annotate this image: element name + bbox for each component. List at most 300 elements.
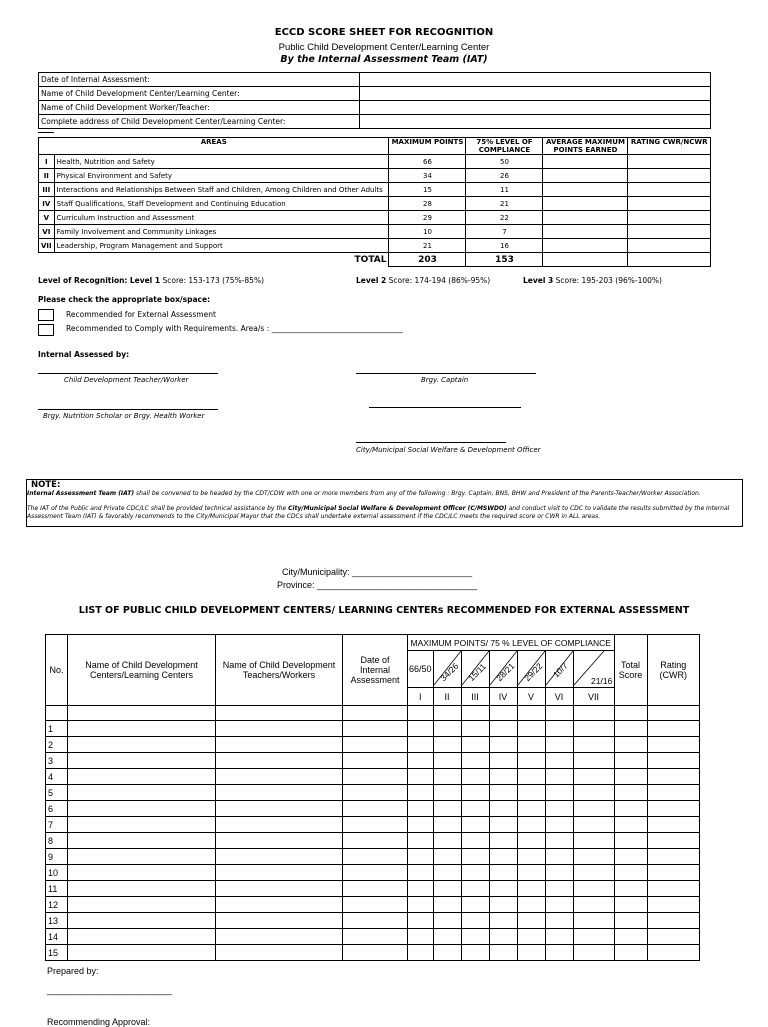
list-cell-field[interactable]: [408, 929, 434, 945]
list-cell-field[interactable]: [573, 865, 614, 881]
list-cell-field[interactable]: [343, 865, 408, 881]
list-cell-field[interactable]: [433, 929, 461, 945]
row-number: 12: [46, 897, 68, 913]
list-cell-field[interactable]: [647, 833, 699, 849]
table-row: [46, 865, 700, 881]
list-cell-field[interactable]: [433, 801, 461, 817]
info-row: [39, 101, 711, 115]
list-cell-field[interactable]: [461, 801, 489, 817]
info-label: Name of Child Development Center/Learning Center:: [39, 87, 360, 101]
nutrition-signature-line[interactable]: [38, 409, 218, 410]
list-cell-field[interactable]: [614, 929, 647, 945]
list-cell-field[interactable]: [68, 769, 216, 785]
list-cell-field[interactable]: [216, 801, 343, 817]
list-cell-field[interactable]: [614, 801, 647, 817]
col-total: Total Score: [614, 635, 647, 706]
list-cell-field[interactable]: [545, 801, 573, 817]
table-row: [46, 753, 700, 769]
col-center-name: Name of Child Development Centers/Learning Centers: [68, 635, 216, 706]
list-cell-field[interactable]: [647, 737, 699, 753]
info-value-field[interactable]: [360, 101, 711, 115]
list-cell-field[interactable]: [573, 737, 614, 753]
list-cell-field[interactable]: [614, 833, 647, 849]
list-cell-field[interactable]: [433, 721, 461, 737]
list-cell-field[interactable]: [489, 801, 517, 817]
area-row: [39, 239, 711, 253]
list-cell-field[interactable]: [433, 737, 461, 753]
info-value-field[interactable]: [360, 115, 711, 129]
blank-cell: [647, 706, 699, 721]
list-cell-field[interactable]: [517, 801, 545, 817]
list-cell-field[interactable]: [573, 817, 614, 833]
list-cell-field[interactable]: [573, 721, 614, 737]
list-cell-field[interactable]: [489, 753, 517, 769]
table-row: [46, 897, 700, 913]
page-title: ECCD SCORE SHEET FOR RECOGNITION: [274, 27, 494, 38]
list-cell-field[interactable]: [545, 753, 573, 769]
area-max: 15: [389, 183, 466, 197]
total-max: 203: [389, 253, 466, 267]
list-cell-field[interactable]: [461, 833, 489, 849]
level1-score: Score: 153-173 (75%-85%): [162, 276, 265, 285]
list-cell-field[interactable]: [489, 929, 517, 945]
list-cell-field[interactable]: [68, 737, 216, 753]
list-cell-field[interactable]: [68, 865, 216, 881]
list-cell-field[interactable]: [573, 881, 614, 897]
diag-svg: [462, 651, 489, 685]
comply-requirements-checkbox[interactable]: [38, 324, 54, 336]
list-cell-field[interactable]: [489, 865, 517, 881]
level2-label: Level 2: [356, 276, 387, 285]
note-iat-bold: Internal Assessment Team (IAT): [27, 490, 135, 497]
list-cell-field[interactable]: [68, 817, 216, 833]
table-row: [46, 817, 700, 833]
list-cell-field[interactable]: [573, 929, 614, 945]
captain-signature-line[interactable]: [356, 373, 536, 374]
list-cell-field[interactable]: [517, 737, 545, 753]
list-cell-field[interactable]: [647, 849, 699, 865]
city-field[interactable]: City/Municipality: ________________________: [282, 567, 473, 577]
list-cell-field[interactable]: [573, 833, 614, 849]
areas-table: [38, 137, 711, 267]
list-cell-field[interactable]: [545, 737, 573, 753]
list-cell-field[interactable]: [433, 945, 461, 961]
list-cell-field[interactable]: [461, 881, 489, 897]
area-rating-field[interactable]: [628, 239, 711, 253]
note-line-2: [27, 505, 742, 520]
area-average-field[interactable]: [543, 211, 628, 225]
table-row: [46, 801, 700, 817]
blank-cell: [461, 706, 489, 721]
area-average-field[interactable]: [543, 239, 628, 253]
list-cell-field[interactable]: [614, 817, 647, 833]
prepared-by-line[interactable]: _________________________: [47, 985, 173, 995]
area-row: [39, 197, 711, 211]
list-cell-field[interactable]: [461, 865, 489, 881]
row-number: 7: [46, 817, 68, 833]
info-value-field[interactable]: [360, 87, 711, 101]
table-row: [46, 849, 700, 865]
list-cell-field[interactable]: [343, 849, 408, 865]
list-cell-field[interactable]: [216, 897, 343, 913]
list-cell-field[interactable]: [614, 785, 647, 801]
area-rating-field[interactable]: [628, 197, 711, 211]
row-number: 4: [46, 769, 68, 785]
list-cell-field[interactable]: [647, 817, 699, 833]
area-level: 50: [466, 155, 543, 169]
list-cell-field[interactable]: [647, 769, 699, 785]
list-cell-field[interactable]: [68, 721, 216, 737]
list-cell-field[interactable]: [573, 945, 614, 961]
list-cell-field[interactable]: [433, 865, 461, 881]
list-cell-field[interactable]: [343, 769, 408, 785]
province-field[interactable]: Province: ________________________________: [277, 580, 478, 590]
list-cell-field[interactable]: [489, 737, 517, 753]
list-cell-field[interactable]: [343, 785, 408, 801]
list-cell-field[interactable]: [489, 785, 517, 801]
blank-cell: [517, 706, 545, 721]
list-cell-field[interactable]: [461, 929, 489, 945]
note-line-1-text: shall be convened to be headed by the CDT/CDW with one or more members from any of the following : Brgy. Captain, BNS, BHW and President of the Parents-Teacher/Worker Association.: [134, 490, 701, 497]
list-cell-field[interactable]: [408, 849, 434, 865]
list-cell-field[interactable]: [343, 881, 408, 897]
blank-cell: [489, 706, 517, 721]
area-max: 66: [389, 155, 466, 169]
list-cell-field[interactable]: [433, 769, 461, 785]
list-cell-field[interactable]: [343, 929, 408, 945]
list-cell-field[interactable]: [461, 945, 489, 961]
list-cell-field[interactable]: [216, 865, 343, 881]
list-cell-field[interactable]: [614, 753, 647, 769]
total-rating-field[interactable]: [628, 253, 711, 267]
diag-area-6: [545, 651, 573, 688]
list-cell-field[interactable]: [614, 913, 647, 929]
list-cell-field[interactable]: [461, 897, 489, 913]
list-cell-field[interactable]: [517, 721, 545, 737]
area-rating-field[interactable]: [628, 183, 711, 197]
col-max-points: MAXIMUM POINTS: [389, 138, 466, 155]
list-cell-field[interactable]: [517, 881, 545, 897]
divider: [38, 132, 54, 133]
list-cell-field[interactable]: [216, 817, 343, 833]
list-cell-field[interactable]: [343, 945, 408, 961]
diag-svg: [490, 651, 517, 685]
table-row: [46, 737, 700, 753]
list-cell-field[interactable]: [461, 769, 489, 785]
list-cell-field[interactable]: [408, 945, 434, 961]
list-cell-field[interactable]: [517, 945, 545, 961]
diag-label: 15/11: [465, 661, 488, 684]
row-number: 13: [46, 913, 68, 929]
teacher-signature-line[interactable]: [38, 373, 218, 374]
list-cell-field[interactable]: [573, 801, 614, 817]
diag-svg: [546, 651, 573, 685]
list-cell-field[interactable]: [545, 721, 573, 737]
area-average-field[interactable]: [543, 225, 628, 239]
list-cell-field[interactable]: [461, 913, 489, 929]
list-cell-field[interactable]: [489, 881, 517, 897]
list-cell-field[interactable]: [433, 897, 461, 913]
external-assessment-checkbox[interactable]: [38, 309, 54, 321]
list-cell-field[interactable]: [433, 817, 461, 833]
list-cell-field[interactable]: [343, 721, 408, 737]
list-cell-field[interactable]: [408, 865, 434, 881]
area-average-field[interactable]: [543, 155, 628, 169]
list-cell-field[interactable]: [216, 849, 343, 865]
list-cell-field[interactable]: [517, 753, 545, 769]
list-cell-field[interactable]: [68, 833, 216, 849]
list-cell-field[interactable]: [343, 737, 408, 753]
list-cell-field[interactable]: [68, 849, 216, 865]
area-num: VI: [39, 225, 55, 239]
list-cell-field[interactable]: [408, 785, 434, 801]
list-cell-field[interactable]: [408, 721, 434, 737]
list-cell-field[interactable]: [489, 897, 517, 913]
list-cell-field[interactable]: [489, 721, 517, 737]
col-date: Date of Internal Assessment: [343, 635, 408, 706]
list-cell-field[interactable]: [408, 833, 434, 849]
list-cell-field[interactable]: [573, 913, 614, 929]
area-num: I: [39, 155, 55, 169]
list-cell-field[interactable]: [343, 801, 408, 817]
list-cell-field[interactable]: [545, 849, 573, 865]
list-cell-field[interactable]: [343, 753, 408, 769]
area-average-field[interactable]: [543, 197, 628, 211]
list-cell-field[interactable]: [433, 881, 461, 897]
list-cell-field[interactable]: [545, 881, 573, 897]
list-cell-field[interactable]: [408, 753, 434, 769]
diag-area-5: [517, 651, 545, 688]
list-cell-field[interactable]: [573, 897, 614, 913]
list-cell-field[interactable]: [68, 785, 216, 801]
list-cell-field[interactable]: [573, 785, 614, 801]
mswdo-signature-line-upper[interactable]: [369, 407, 521, 408]
list-cell-field[interactable]: [68, 929, 216, 945]
list-blank-row: [46, 706, 700, 721]
area-name: Staff Qualifications, Staff Development and Continuing Education: [54, 197, 389, 211]
mswdo-signature-line[interactable]: [356, 442, 506, 443]
list-cell-field[interactable]: [647, 897, 699, 913]
list-cell-field[interactable]: [545, 945, 573, 961]
row-number: 10: [46, 865, 68, 881]
col-areas: AREAS: [39, 138, 389, 155]
list-cell-field[interactable]: [489, 833, 517, 849]
area-level: 21: [466, 197, 543, 211]
list-cell-field[interactable]: [545, 929, 573, 945]
info-label: Name of Child Development Worker/Teacher:: [39, 101, 360, 115]
list-cell-field[interactable]: [461, 737, 489, 753]
col-max-compliance: MAXIMUM POINTS/ 75 % LEVEL OF COMPLIANCE: [408, 635, 615, 651]
list-cell-field[interactable]: [408, 769, 434, 785]
option-external-label: Recommended for External Assessment: [66, 310, 216, 319]
list-cell-field[interactable]: [216, 769, 343, 785]
list-cell-field[interactable]: [433, 785, 461, 801]
list-cell-field[interactable]: [573, 769, 614, 785]
roman-area: IV: [489, 688, 517, 706]
area-row: [39, 225, 711, 239]
level1-label: Level 1: [129, 276, 161, 285]
list-cell-field[interactable]: [489, 945, 517, 961]
row-number: 2: [46, 737, 68, 753]
note-line-2b: and conduct visit to CDC to validate the results submitted by the Internal Assessment Team (IAT) & favorably recommends to the City/Municipal Mayor that the CDCs shall undertake external assessment if the CDC/LC meets the required score or CWR in ALL areas.: [27, 505, 730, 520]
list-cell-field[interactable]: [489, 817, 517, 833]
info-row: [39, 115, 711, 129]
diag-area-1: 66/50: [408, 651, 434, 688]
total-label: TOTAL: [39, 253, 389, 267]
list-cell-field[interactable]: [68, 801, 216, 817]
list-cell-field[interactable]: [517, 849, 545, 865]
list-cell-field[interactable]: [433, 753, 461, 769]
list-cell-field[interactable]: [614, 881, 647, 897]
list-cell-field[interactable]: [545, 833, 573, 849]
list-cell-field[interactable]: [343, 833, 408, 849]
list-cell-field[interactable]: [216, 929, 343, 945]
list-cell-field[interactable]: [545, 769, 573, 785]
list-cell-field[interactable]: [216, 913, 343, 929]
list-cell-field[interactable]: [408, 881, 434, 897]
diag-label: 34/26: [437, 660, 460, 684]
list-cell-field[interactable]: [408, 897, 434, 913]
list-cell-field[interactable]: [68, 913, 216, 929]
list-cell-field[interactable]: [343, 913, 408, 929]
list-cell-field[interactable]: [517, 769, 545, 785]
list-cell-field[interactable]: [614, 721, 647, 737]
list-cell-field[interactable]: [216, 945, 343, 961]
roman-area: VII: [573, 688, 614, 706]
diag-label: 21/16: [590, 676, 612, 685]
list-cell-field[interactable]: [461, 817, 489, 833]
list-cell-field[interactable]: [614, 769, 647, 785]
level3-label: Level 3: [523, 276, 554, 285]
table-row: [46, 785, 700, 801]
area-num: IV: [39, 197, 55, 211]
list-cell-field[interactable]: [545, 897, 573, 913]
list-cell-field[interactable]: [647, 945, 699, 961]
list-cell-field[interactable]: [573, 849, 614, 865]
list-cell-field[interactable]: [573, 753, 614, 769]
list-cell-field[interactable]: [545, 913, 573, 929]
info-label: Date of Internal Assessment:: [39, 73, 360, 87]
list-cell-field[interactable]: [68, 897, 216, 913]
list-cell-field[interactable]: [614, 737, 647, 753]
roman-area: VI: [545, 688, 573, 706]
list-cell-field[interactable]: [647, 721, 699, 737]
list-cell-field[interactable]: [216, 881, 343, 897]
list-cell-field[interactable]: [545, 785, 573, 801]
info-row: [39, 87, 711, 101]
table-row: [46, 881, 700, 897]
list-cell-field[interactable]: [433, 913, 461, 929]
list-cell-field[interactable]: [408, 913, 434, 929]
list-cell-field[interactable]: [517, 865, 545, 881]
list-cell-field[interactable]: [216, 833, 343, 849]
list-cell-field[interactable]: [517, 913, 545, 929]
blank-cell: [408, 706, 434, 721]
list-cell-field[interactable]: [614, 945, 647, 961]
blank-cell: [343, 706, 408, 721]
list-cell-field[interactable]: [433, 849, 461, 865]
list-cell-field[interactable]: [216, 753, 343, 769]
mswdo-signature-label: City/Municipal Social Welfare & Development Officer: [356, 446, 541, 454]
list-cell-field[interactable]: [614, 897, 647, 913]
note-mswdo-bold: City/Municipal Social Welfare & Development Officer (C/MSWDO): [288, 505, 507, 512]
list-cell-field[interactable]: [647, 753, 699, 769]
row-number: 6: [46, 801, 68, 817]
area-rating-field[interactable]: [628, 155, 711, 169]
list-cell-field[interactable]: [216, 737, 343, 753]
recognition-label: Level of Recognition:: [38, 276, 128, 285]
teacher-signature-label: Child Development Teacher/Worker: [64, 376, 189, 384]
list-cell-field[interactable]: [68, 753, 216, 769]
list-cell-field[interactable]: [408, 801, 434, 817]
list-cell-field[interactable]: [517, 929, 545, 945]
diag-area-3: [461, 651, 489, 688]
list-cell-field[interactable]: [517, 785, 545, 801]
area-row: [39, 155, 711, 169]
roman-area: II: [433, 688, 461, 706]
info-value-field[interactable]: [360, 73, 711, 87]
list-cell-field[interactable]: [647, 913, 699, 929]
list-cell-field[interactable]: [545, 865, 573, 881]
list-cell-field[interactable]: [647, 881, 699, 897]
area-rating-field[interactable]: [628, 211, 711, 225]
list-cell-field[interactable]: [614, 849, 647, 865]
table-row: [46, 929, 700, 945]
list-cell-field[interactable]: [343, 897, 408, 913]
area-max: 34: [389, 169, 466, 183]
area-level: 7: [466, 225, 543, 239]
area-rating-field[interactable]: [628, 225, 711, 239]
level3-score: Score: 195-203 (96%-100%): [555, 276, 662, 285]
area-num: V: [39, 211, 55, 225]
list-cell-field[interactable]: [461, 721, 489, 737]
area-name: Health, Nutrition and Safety: [54, 155, 389, 169]
list-cell-field[interactable]: [68, 945, 216, 961]
area-num: II: [39, 169, 55, 183]
list-cell-field[interactable]: [489, 913, 517, 929]
list-cell-field[interactable]: [461, 785, 489, 801]
total-average-field[interactable]: [543, 253, 628, 267]
row-number: 11: [46, 881, 68, 897]
list-cell-field[interactable]: [408, 817, 434, 833]
area-rating-field[interactable]: [628, 169, 711, 183]
area-average-field[interactable]: [543, 183, 628, 197]
list-cell-field[interactable]: [461, 849, 489, 865]
list-cell-field[interactable]: [647, 865, 699, 881]
area-level: 11: [466, 183, 543, 197]
list-cell-field[interactable]: [517, 817, 545, 833]
list-cell-field[interactable]: [517, 897, 545, 913]
col-rating: RATING CWR/NCWR: [628, 138, 711, 155]
list-cell-field[interactable]: [408, 737, 434, 753]
list-cell-field[interactable]: [216, 721, 343, 737]
list-cell-field[interactable]: [68, 881, 216, 897]
list-cell-field[interactable]: [489, 769, 517, 785]
list-cell-field[interactable]: [647, 785, 699, 801]
list-cell-field[interactable]: [545, 817, 573, 833]
list-cell-field[interactable]: [647, 929, 699, 945]
table-row: [46, 721, 700, 737]
area-average-field[interactable]: [543, 169, 628, 183]
list-cell-field[interactable]: [614, 865, 647, 881]
list-cell-field[interactable]: [343, 817, 408, 833]
list-cell-field[interactable]: [517, 833, 545, 849]
list-cell-field[interactable]: [461, 753, 489, 769]
list-cell-field[interactable]: [216, 785, 343, 801]
list-cell-field[interactable]: [433, 833, 461, 849]
list-cell-field[interactable]: [489, 849, 517, 865]
list-cell-field[interactable]: [647, 801, 699, 817]
